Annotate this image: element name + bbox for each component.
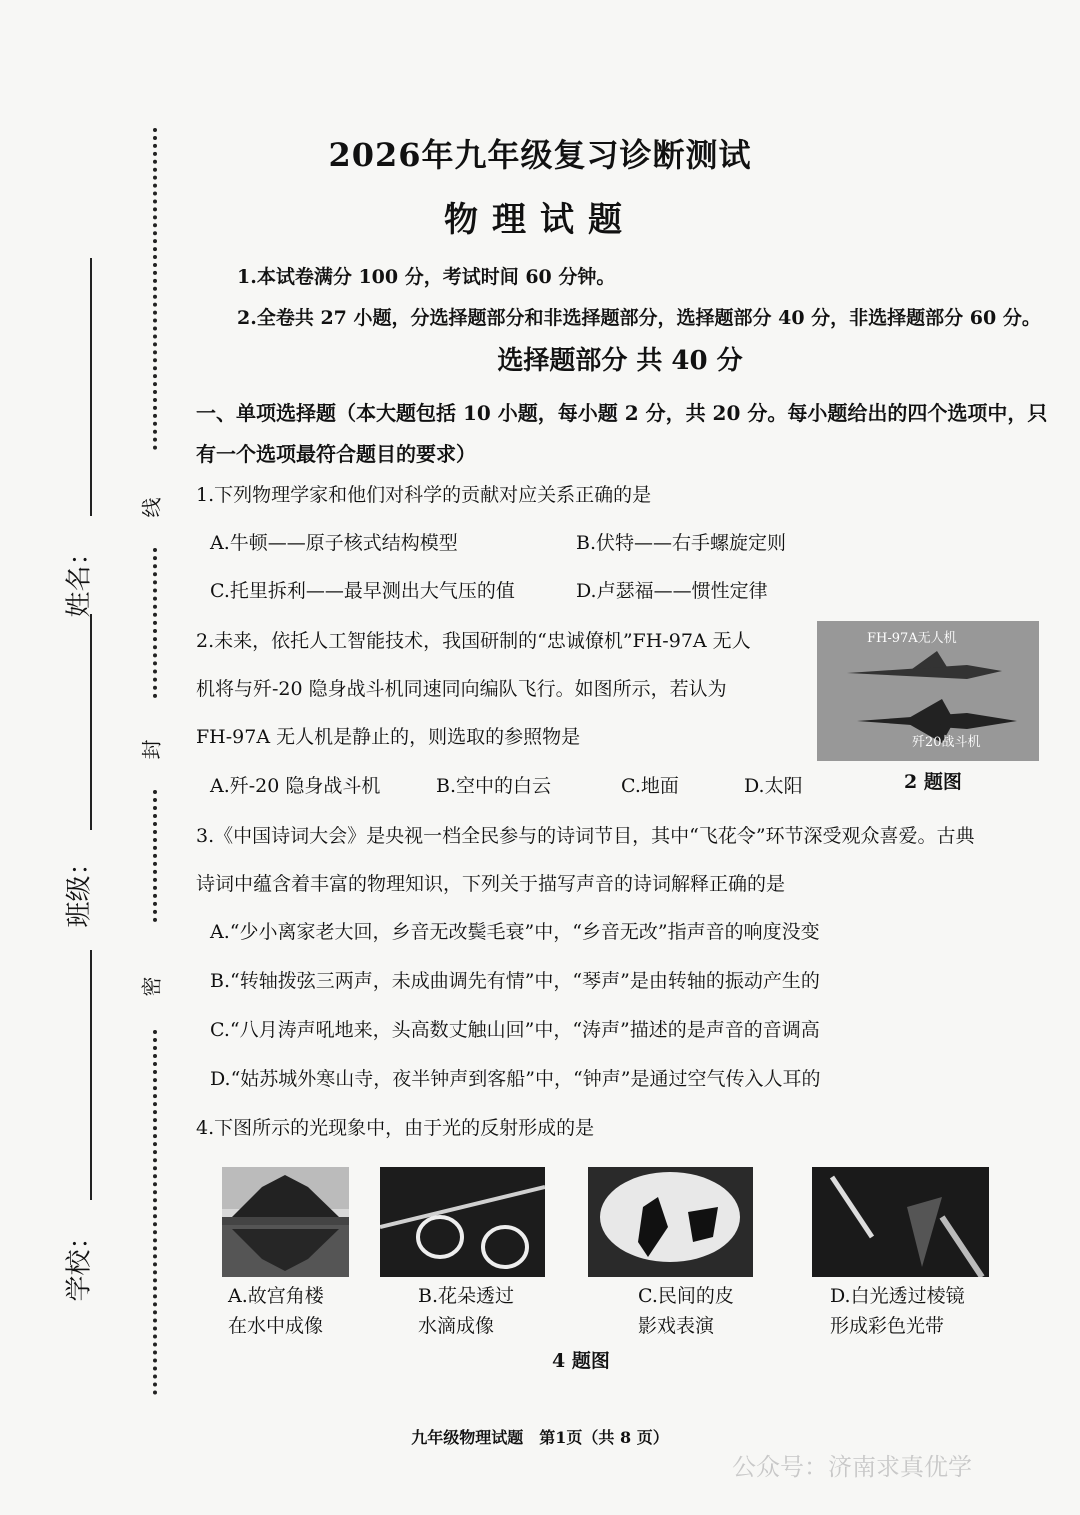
watermark: 公众号：济南求真优学 [732,1453,972,1481]
q1-option-a: A.牛顿——原子核式结构模型 [210,532,458,554]
q2-option-b: B.空中的白云 [436,775,552,797]
q4-caption-a-line1: A.故宫角楼 [228,1285,324,1307]
note-2: 2.全卷共 27 小题，分选择题部分和非选择题部分，选择题部分 40 分，非选择题部分 60 分。 [237,307,1041,329]
exam-title: 2026年九年级复习诊断测试 [328,136,752,174]
binding-dotted-line-upper-mid [153,548,157,698]
q2-line3: FH-97A 无人机是静止的，则选取的参照物是 [196,726,581,748]
q4-caption-c-line1: C.民间的皮 [638,1285,734,1307]
q4-caption-b-line2: 水滴成像 [418,1315,495,1337]
q4-caption-c-line2: 影戏表演 [638,1315,715,1337]
name-label: 姓名： [64,539,95,618]
q4-caption-d-line2: 形成彩色光带 [830,1315,945,1337]
q4-image-d-prism-spectrum [812,1167,989,1277]
school-label: 学校： [64,1223,95,1302]
seal-mark-line: 线 [139,497,164,518]
note-1: 1.本试卷满分 100 分，考试时间 60 分钟。 [237,266,616,288]
q2-fig-label-j20: 歼20战斗机 [912,735,981,750]
q3-option-d: D.“姑苏城外寒山寺，夜半钟声到客船”中，“钟声”是通过空气传入人耳的 [210,1068,821,1090]
q1-option-c: C.托里拆利——最早测出大气压的值 [210,580,515,602]
q4-caption-b-line1: B.花朵透过 [418,1285,515,1307]
q4-image-b-flower-droplets [380,1167,545,1277]
q4-stem: 4.下图所示的光现象中，由于光的反射形成的是 [196,1117,595,1139]
part1-heading-line1: 一、单项选择题（本大题包括 10 小题，每小题 2 分，共 20 分。每小题给出的四个选项中，只 [196,401,1048,425]
q2-option-a: A.歼-20 隐身战斗机 [210,775,381,797]
q4-image-a-corner-tower [222,1167,349,1277]
exam-subtitle: 物理试题 [444,200,636,240]
part1-heading-line2: 有一个选项最符合题目的要求） [196,442,476,466]
q2-option-d: D.太阳 [744,775,803,797]
q2-figure-aircraft [817,621,1039,761]
section-title: 选择题部分 共 40 分 [497,346,743,376]
binding-dotted-line-mid [153,790,157,922]
name-fill-line[interactable] [90,258,92,516]
q3-option-b: B.“转轴拨弦三两声，未成曲调先有情”中，“琴声”是由转轴的振动产生的 [210,970,820,992]
q4-caption-d-line1: D.白光透过棱镜 [830,1285,965,1307]
q2-option-c: C.地面 [621,775,679,797]
class-fill-line[interactable] [90,614,92,830]
q1-stem: 1.下列物理学家和他们对科学的贡献对应关系正确的是 [196,484,652,506]
q4-caption-a-line2: 在水中成像 [228,1315,324,1337]
q2-line2: 机将与歼-20 隐身战斗机同速同向编队飞行。如图所示，若认为 [196,678,727,700]
class-label: 班级： [64,849,95,928]
q3-line2: 诗词中蕴含着丰富的物理知识，下列关于描写声音的诗词解释正确的是 [196,873,786,895]
q3-line1: 3.《中国诗词大会》是央视一档全民参与的诗词节目，其中“飞花令”环节深受观众喜爱。古典 [196,825,975,847]
binding-dotted-line-top [153,128,157,450]
q2-figure-caption: 2 题图 [904,771,962,793]
seal-mark-secret: 密 [139,976,164,997]
q4-image-c-shadow-play [588,1167,753,1277]
q4-figure-caption: 4 题图 [552,1350,610,1372]
q2-fig-label-drone: FH-97A无人机 [867,631,957,646]
q1-option-b: B.伏特——右手螺旋定则 [576,532,787,554]
q2-line1: 2.未来，依托人工智能技术，我国研制的“忠诚僚机”FH-97A 无人 [196,630,751,652]
school-fill-line[interactable] [90,950,92,1200]
q3-option-c: C.“八月涛声吼地来，头高数丈触山回”中，“涛声”描述的是声音的音调高 [210,1019,820,1041]
q3-option-a: A.“少小离家老大回，乡音无改鬓毛衰”中，“乡音无改”指声音的响度没变 [210,921,820,943]
seal-mark-seal: 封 [139,739,164,760]
binding-dotted-line-bottom [153,1030,157,1395]
page-footer: 九年级物理试题 第1页（共 8 页） [411,1428,669,1447]
q1-option-d: D.卢瑟福——惯性定律 [576,580,768,602]
